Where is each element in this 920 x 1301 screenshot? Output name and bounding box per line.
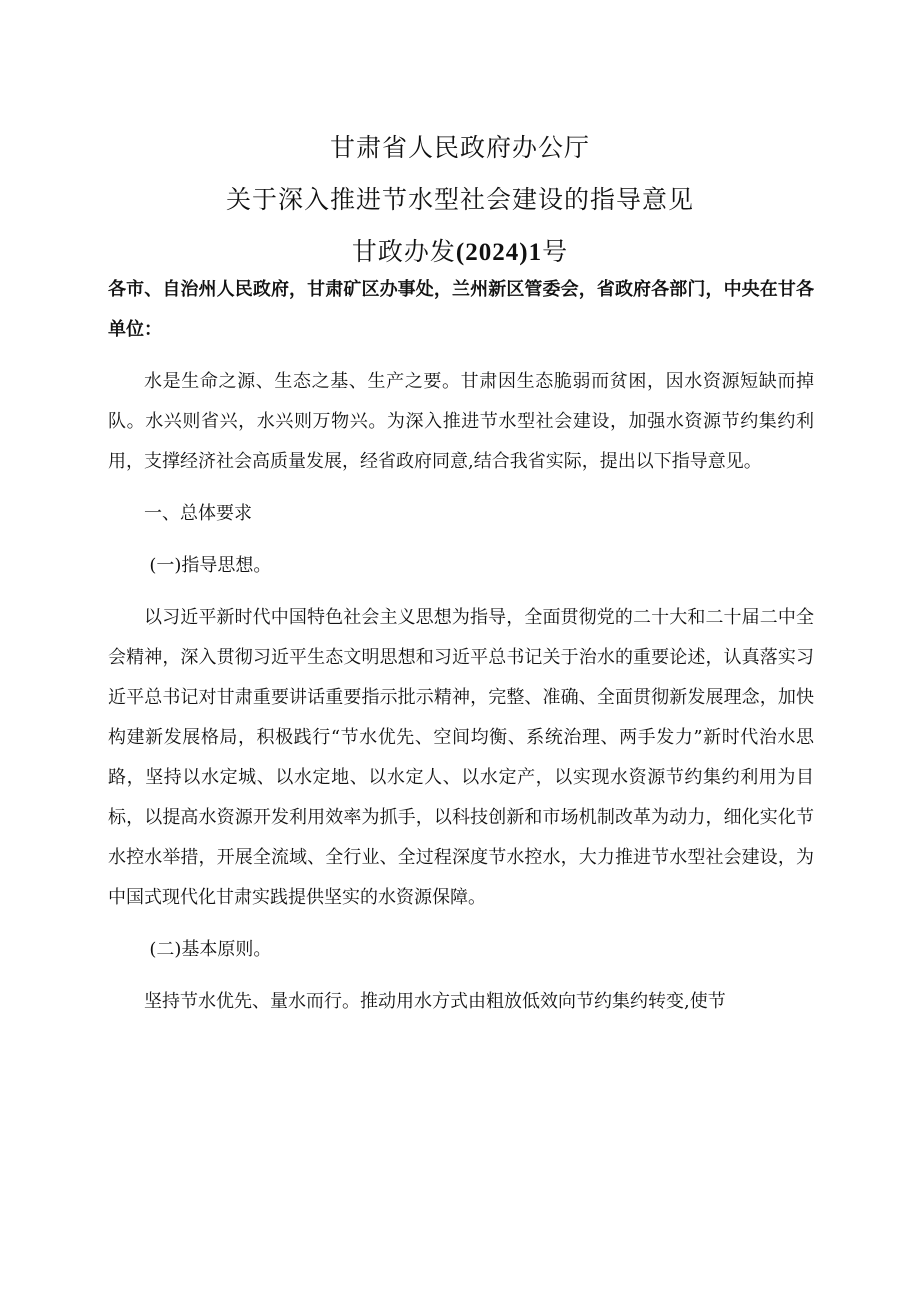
addressee-line: 各市、自治州人民政府，甘肃矿区办事处，兰州新区管委会，省政府各部门，中央在甘各单位： <box>108 279 814 340</box>
document-number-code: (2024)1 <box>455 239 543 266</box>
section-heading-overall-requirements: 一、总体要求 <box>144 503 252 524</box>
document-body <box>108 270 814 1034</box>
document-number-suffix: 号 <box>542 237 569 266</box>
document-title-block <box>0 122 920 278</box>
subsection-heading-guiding-thought: (一)指导思想。 <box>149 555 272 576</box>
document-subject-title: 关于深入推进节水型社会建设的指导意见 <box>225 185 694 214</box>
principle-paragraph: 坚持节水优先、量水而行。推动用水方式由粗放低效向节约集约转变,使节 <box>144 991 726 1012</box>
document-number-prefix: 甘政办发 <box>351 237 456 266</box>
intro-paragraph: 水是生命之源、生态之基、生产之要。甘肃因生态脆弱而贫困，因水资源短缺而掉队。水兴则省兴，水兴则万物兴。为深入推进节水型社会建设，加强水资源节约集约利用，支撑经济社会高质量发展，经省政府同意,结合我省实际，提出以下指导意见。 <box>108 371 814 472</box>
issuing-office-title: 甘肃省人民政府办公厅 <box>329 133 590 162</box>
guiding-thought-paragraph: 以习近平新时代中国特色社会主义思想为指导，全面贯彻党的二十大和二十届二中全会精神，深入贯彻习近平生态文明思想和习近平总书记关于治水的重要论述，认真落实习近平总书记对甘肃重要讲话重要指示批示精神，完整、准确、全面贯彻新发展理念，加快构建新发展格局，积极践行“节水优先、空间均衡、系统治理、两手发力”新时代治水思路，坚持以水定城、以水定地、以水定人、以水定产，以实现水资源节约集约利用为目标，以提高水资源开发利用效率为抓手，以科技创新和市场机制改革为动力，细化实化节水控水举措，开展全流域、全行业、全过程深度节水控水，大力推进节水型社会建设，为中国式现代化甘肃实践提供坚实的水资源保障。 <box>108 607 814 908</box>
subsection-heading-basic-principles: (二)基本原则。 <box>149 939 272 960</box>
